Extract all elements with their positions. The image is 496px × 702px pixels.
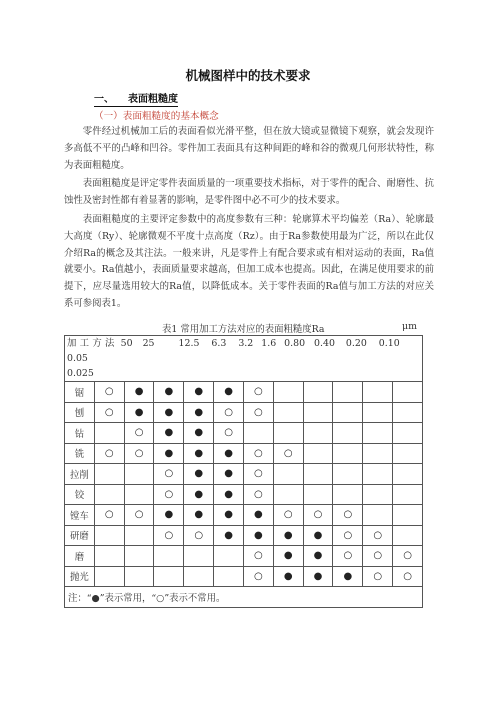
mark-cell [154, 382, 184, 403]
uncommon-mark: ○ [104, 406, 114, 418]
common-mark: ● [224, 488, 233, 500]
table-row [65, 382, 423, 403]
mark-cell [154, 443, 184, 464]
mark-cell [363, 423, 393, 444]
common-mark: ● [254, 509, 263, 521]
mark-cell [363, 484, 393, 505]
mark-cell [363, 505, 393, 526]
uncommon-mark: ○ [224, 427, 233, 439]
header-value: 12.5 [178, 338, 200, 349]
paragraph-1: 零件经过机械加工后的表面看似光滑平整，但在放大镜或显微镜下观察，就会发现许多高低不平的凸峰和凹谷。零件加工表面具有这种间距的峰和谷的微观几何形状特性，称为表面粗糙度。 [64, 126, 434, 171]
table-row [65, 464, 423, 485]
method-cell: 铣 [65, 443, 95, 464]
mark-cell [273, 566, 303, 587]
mark-cell [184, 423, 214, 444]
mark-cell [214, 402, 244, 423]
uncommon-mark: ○ [164, 468, 174, 480]
section-label: 表面粗糙度 [128, 94, 178, 105]
mark-cell [154, 505, 184, 526]
table-row [65, 525, 423, 546]
mark-cell [184, 443, 214, 464]
common-mark: ● [343, 570, 353, 582]
mark-cell [303, 566, 333, 587]
uncommon-mark: ○ [104, 509, 114, 521]
header-value: 25 [142, 338, 155, 349]
common-mark: ● [313, 570, 323, 582]
mark-cell [154, 525, 184, 546]
mark-cell [184, 566, 214, 587]
uncommon-mark: ○ [313, 509, 323, 521]
mark-cell [363, 566, 393, 587]
mark-cell [333, 566, 363, 587]
method-cell: 铰 [65, 484, 95, 505]
mark-cell [333, 382, 363, 403]
uncommon-mark: ○ [254, 570, 263, 582]
mark-cell [154, 484, 184, 505]
mark-cell [214, 484, 244, 505]
mark-cell [124, 443, 154, 464]
mark-cell [243, 464, 273, 485]
mark-cell [243, 402, 273, 423]
mark-cell [393, 546, 423, 567]
mark-cell [124, 423, 154, 444]
mark-cell [273, 423, 303, 444]
common-mark: ● [224, 529, 233, 541]
mark-cell [124, 464, 154, 485]
mark-cell [124, 505, 154, 526]
mark-cell [303, 402, 333, 423]
uncommon-mark: ○ [373, 529, 383, 541]
mark-cell [393, 443, 423, 464]
common-mark: ● [194, 488, 204, 500]
paragraph-3: 表面粗糙度的主要评定参数中的高度参数有三种：轮廓算术平均偏差（Ra）、轮廓最大高度（Ry）、轮廓微观不平度十点高度（Rz）。由于Ra参数使用最为广泛，所以在此仅介绍Ra的概念及其注法。一般来讲，凡是零件上有配合要求或有相对运动的表面，Ra值就要小。Ra值越小，表面质量要求越高，但加工成本也提高。因此，在满足使用要求的前提下，应尽量选用较大的Ra值，以降低成本。关于零件表面的Ra值与加工方法的对应关系可参阅表1。 [64, 213, 434, 309]
section-heading [94, 90, 178, 107]
method-cell: 镗车 [65, 505, 95, 526]
mark-cell [184, 464, 214, 485]
uncommon-mark: ○ [224, 406, 233, 418]
mark-cell [243, 382, 273, 403]
header-value: 0.80 [284, 338, 306, 349]
mark-cell [303, 464, 333, 485]
common-mark: ● [134, 406, 144, 418]
header-value: 1.6 [261, 338, 277, 349]
mark-cell [393, 382, 423, 403]
header-label: 加工方法 [67, 338, 118, 349]
mark-cell [184, 382, 214, 403]
mark-cell [273, 484, 303, 505]
subsection-heading: （一）表面粗糙度的基本概念 [94, 111, 219, 122]
table-note-row [65, 587, 423, 608]
mark-cell [214, 423, 244, 444]
header-value: 0.40 [314, 338, 335, 349]
common-mark: ● [283, 570, 293, 582]
mark-cell [124, 525, 154, 546]
uncommon-mark: ○ [104, 386, 114, 398]
mark-cell [124, 484, 154, 505]
mark-cell [333, 505, 363, 526]
mark-cell [393, 464, 423, 485]
common-mark: ● [224, 509, 233, 521]
mark-cell [94, 505, 124, 526]
mark-cell [154, 566, 184, 587]
mark-cell [303, 423, 333, 444]
common-mark: ● [283, 529, 293, 541]
uncommon-mark: ○ [373, 570, 383, 582]
mark-cell [303, 546, 333, 567]
mark-cell [154, 464, 184, 485]
header-values [67, 338, 412, 379]
table-header-row [65, 336, 423, 382]
common-mark: ● [224, 386, 233, 398]
common-mark: ● [194, 406, 204, 418]
table-header-cell [65, 336, 423, 382]
mark-cell [154, 546, 184, 567]
method-cell: 锯 [65, 382, 95, 403]
mark-cell [214, 546, 244, 567]
mark-cell [363, 464, 393, 485]
common-mark: ● [164, 509, 174, 521]
uncommon-mark: ○ [283, 447, 293, 459]
mark-cell [303, 382, 333, 403]
common-mark: ● [164, 406, 174, 418]
mark-cell [214, 505, 244, 526]
common-mark: ● [313, 529, 323, 541]
table-caption: 表1 常用加工方法对应的表面粗糙度Ra [162, 324, 325, 335]
table-row [65, 423, 423, 444]
uncommon-mark: ○ [254, 447, 263, 459]
header-value: 0.05 [67, 353, 88, 364]
mark-cell [333, 464, 363, 485]
mark-cell [363, 443, 393, 464]
mark-cell [273, 382, 303, 403]
mark-cell [243, 443, 273, 464]
mark-cell [333, 443, 363, 464]
common-mark: ● [194, 447, 204, 459]
mark-cell [273, 546, 303, 567]
roughness-table [64, 335, 423, 608]
mark-cell [363, 546, 393, 567]
uncommon-mark: ○ [343, 509, 353, 521]
mark-cell [184, 546, 214, 567]
mark-cell [214, 464, 244, 485]
common-mark: ● [164, 427, 174, 439]
mark-cell [363, 402, 393, 423]
table-row [65, 566, 423, 587]
uncommon-mark: ○ [104, 447, 114, 459]
mark-cell [154, 423, 184, 444]
method-cell: 磨 [65, 546, 95, 567]
header-value: 0.10 [378, 338, 400, 349]
mark-cell [243, 566, 273, 587]
mark-cell [154, 402, 184, 423]
mark-cell [124, 566, 154, 587]
common-mark: ● [224, 447, 233, 459]
common-mark: ● [164, 386, 174, 398]
uncommon-mark: ○ [254, 488, 263, 500]
uncommon-mark: ○ [164, 488, 174, 500]
mark-cell [184, 505, 214, 526]
common-mark: ● [283, 550, 293, 562]
method-cell: 拉削 [65, 464, 95, 485]
uncommon-mark: ○ [343, 529, 353, 541]
mark-cell [393, 423, 423, 444]
mark-cell [94, 443, 124, 464]
method-cell: 刨 [65, 402, 95, 423]
mark-cell [243, 423, 273, 444]
mark-cell [214, 566, 244, 587]
mark-cell [333, 402, 363, 423]
mark-cell [333, 423, 363, 444]
table-row [65, 443, 423, 464]
uncommon-mark: ○ [134, 447, 144, 459]
mark-cell [273, 525, 303, 546]
table-row [65, 505, 423, 526]
uncommon-mark: ○ [343, 550, 353, 562]
mark-cell [184, 402, 214, 423]
table-row [65, 402, 423, 423]
mark-cell [94, 546, 124, 567]
mark-cell [214, 382, 244, 403]
common-mark: ● [194, 468, 204, 480]
method-cell: 钻 [65, 423, 95, 444]
mark-cell [393, 525, 423, 546]
document-title: 机械图样中的技术要求 [185, 68, 311, 83]
mark-cell [273, 443, 303, 464]
header-value: 3.2 [238, 338, 254, 349]
header-value: 0.20 [345, 338, 367, 349]
mark-cell [243, 546, 273, 567]
uncommon-mark: ○ [134, 509, 144, 521]
common-mark: ● [134, 386, 144, 398]
mark-cell [94, 484, 124, 505]
common-mark: ● [194, 509, 204, 521]
table-unit: μm [402, 321, 417, 332]
mark-cell [393, 484, 423, 505]
uncommon-mark: ○ [164, 529, 174, 541]
uncommon-mark: ○ [403, 550, 412, 562]
mark-cell [243, 525, 273, 546]
mark-cell [214, 443, 244, 464]
uncommon-mark: ○ [254, 550, 263, 562]
mark-cell [333, 484, 363, 505]
uncommon-mark: ○ [254, 468, 263, 480]
mark-cell [393, 505, 423, 526]
paragraph-2: 表面粗糙度是评定零件表面质量的一项重要技术指标，对于零件的配合、耐磨性、抗蚀性及密封性都有着显著的影响，是零件图中必不可少的技术要求。 [64, 178, 434, 207]
common-mark: ● [194, 427, 204, 439]
mark-cell [124, 382, 154, 403]
mark-cell [393, 402, 423, 423]
table-note: 注：“●”表示常用，“○”表示不常用。 [65, 587, 423, 608]
method-cell: 抛光 [65, 566, 95, 587]
uncommon-mark: ○ [254, 406, 263, 418]
method-cell: 研磨 [65, 525, 95, 546]
common-mark: ● [194, 386, 204, 398]
mark-cell [273, 505, 303, 526]
mark-cell [303, 484, 333, 505]
header-value: 0.025 [67, 368, 94, 379]
header-value: 50 [120, 338, 133, 349]
mark-cell [273, 402, 303, 423]
mark-cell [363, 525, 393, 546]
mark-cell [94, 382, 124, 403]
mark-cell [303, 505, 333, 526]
mark-cell [184, 484, 214, 505]
common-mark: ● [313, 550, 323, 562]
mark-cell [333, 525, 363, 546]
mark-cell [243, 505, 273, 526]
mark-cell [184, 525, 214, 546]
uncommon-mark: ○ [194, 529, 204, 541]
mark-cell [94, 566, 124, 587]
mark-cell [333, 546, 363, 567]
uncommon-mark: ○ [373, 550, 383, 562]
mark-cell [243, 484, 273, 505]
mark-cell [94, 423, 124, 444]
header-value: 6.3 [211, 338, 227, 349]
table-row [65, 546, 423, 567]
mark-cell [124, 402, 154, 423]
mark-cell [94, 464, 124, 485]
uncommon-mark: ○ [254, 386, 263, 398]
mark-cell [94, 525, 124, 546]
uncommon-mark: ○ [403, 570, 412, 582]
mark-cell [94, 402, 124, 423]
body-text [64, 124, 434, 313]
table-row [65, 484, 423, 505]
mark-cell [393, 566, 423, 587]
section-number: 一、 [94, 94, 114, 105]
mark-cell [273, 464, 303, 485]
common-mark: ● [224, 468, 233, 480]
mark-cell [363, 382, 393, 403]
mark-cell [303, 443, 333, 464]
common-mark: ● [254, 529, 263, 541]
uncommon-mark: ○ [134, 427, 144, 439]
common-mark: ● [164, 447, 174, 459]
uncommon-mark: ○ [283, 509, 293, 521]
mark-cell [124, 546, 154, 567]
mark-cell [214, 525, 244, 546]
mark-cell [303, 525, 333, 546]
